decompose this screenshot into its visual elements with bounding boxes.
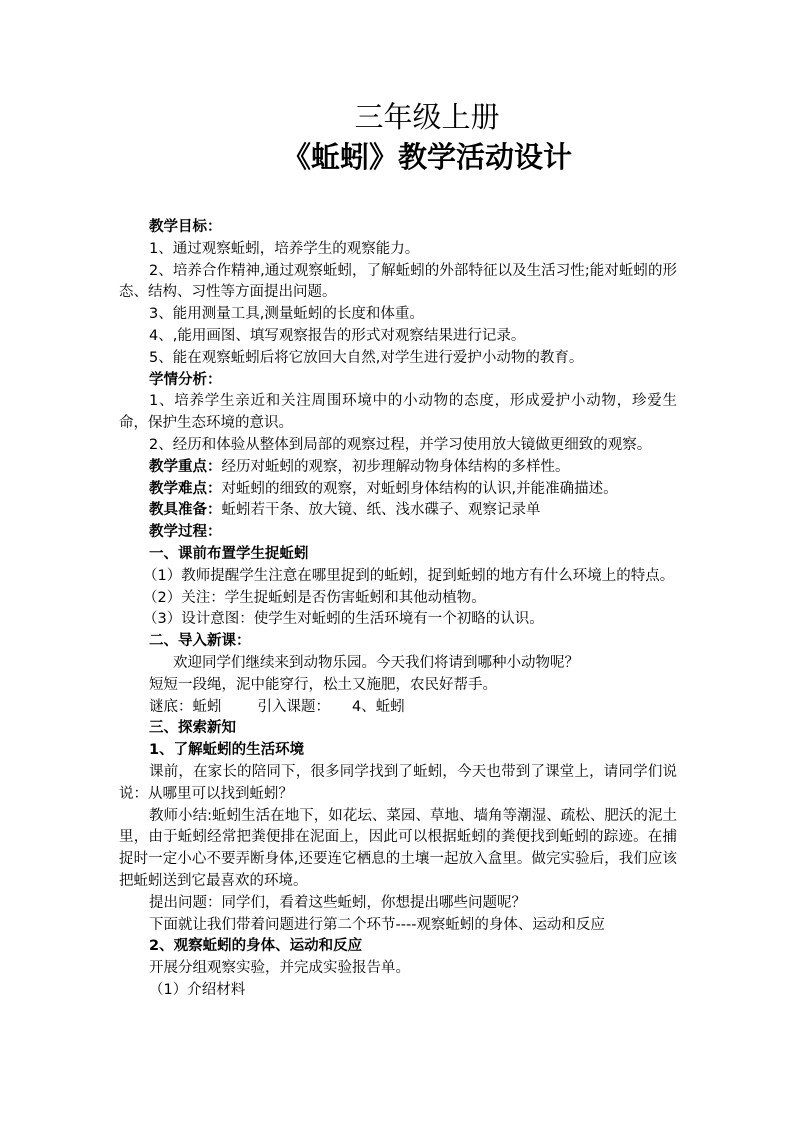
section-1-heading: 一、课前布置学生捉蚯蚓	[149, 545, 309, 562]
materials-intro: （1）介绍材料	[149, 981, 246, 998]
analysis-item-1: 1、培养学生亲近和关注周围环境中的小动物的态度，形成爱护小动物，珍爱生命，保护生态环境的意识。	[119, 393, 677, 432]
difficulty-text: 对蚯蚓的细致的观察，对蚯蚓身体结构的认识,并能准确描述。	[221, 480, 618, 497]
goal-item-5: 5、能在观察蚯蚓后将它放回大自然,对学生进行爱护小动物的教育。	[149, 349, 584, 366]
next-step-paragraph: 下面就让我们带着问题进行第二个环节----观察蚯蚓的身体、运动和反应	[149, 916, 605, 933]
group-experiment: 开展分组观察实验，并完成实验报告单。	[149, 960, 410, 977]
subsection-2-heading: 2、观察蚯蚓的身体、运动和反应	[149, 938, 363, 955]
teaching-aids-text: 蚯蚓若干条、放大镜、纸、浅水碟子、观察记录单	[221, 502, 541, 519]
section-3-heading: 三、探索新知	[149, 720, 236, 737]
subsection-1-heading: 1、了解蚯蚓的生活环境	[149, 742, 305, 759]
habitat-paragraph: 课前，在家长的陪同下，很多同学找到了蚯蚓，今天也带到了课堂上，请同学们说说：从哪里可以找到蚯蚓？	[119, 763, 677, 802]
goal-item-2: 2、培养合作精神,通过观察蚯蚓，了解蚯蚓的外部特征以及生活习性;能对蚯蚓的形态、结构、习性等方面提出问题。	[119, 262, 677, 301]
riddle-answer-line	[119, 697, 677, 719]
teaching-aids-label: 教具准备：	[149, 502, 222, 519]
goal-item-3: 3、能用测量工具,测量蚯蚓的长度和体重。	[149, 306, 424, 323]
teacher-summary: 教师小结:蚯蚓生活在地下，如花坛、菜园、草地、墙角等潮湿、疏松、肥沃的泥土里，由于蚯蚓经常把粪便排在泥面上，因此可以根据蚯蚓的粪便找到蚯蚓的踪迹。在捕捉时一定小心不要弄断身体,还要连它栖息的土壤一起放入盒里。做完实验后，我们应该把蚯蚓送到它最喜欢的环境。	[119, 807, 677, 889]
key-point	[119, 457, 677, 479]
doc-title-lesson: 《蚯蚓》教学活动设计	[281, 140, 572, 174]
doc-title-grade: 三年级上册	[354, 100, 500, 134]
section-2-heading: 二、导入新课：	[149, 633, 251, 650]
difficulty-point	[119, 479, 677, 501]
doc-body	[119, 217, 677, 1002]
topic-value: 4、蚯蚓	[352, 698, 405, 715]
key-point-text: 经历对蚯蚓的观察，初步理解动物身体结构的多样性。	[221, 458, 570, 475]
question-prompt: 提出问题：同学们，看着这些蚯蚓，你想提出哪些问题呢？	[149, 894, 526, 911]
analysis-heading: 学情分析：	[149, 371, 222, 388]
analysis-item-2: 2、经历和体验从整体到局部的观察过程，并学习使用放大镜做更细致的观察。	[149, 436, 652, 453]
key-point-label: 教学重点：	[149, 458, 222, 475]
topic-label: 引入课题：	[257, 698, 330, 715]
goal-item-1: 1、通过观察蚯蚓，培养学生的观察能力。	[149, 240, 420, 257]
section-1-item-2: （2）关注：学生捉蚯蚓是否伤害蚯蚓和其他动植物。	[143, 589, 486, 606]
goal-item-4: 4、,能用画图、填写观察报告的形式对观察结果进行记录。	[149, 327, 526, 344]
teaching-aids	[119, 500, 677, 522]
intro-paragraph-1: 欢迎同学们继续来到动物乐园。今天我们将请到哪种小动物呢？	[173, 654, 579, 671]
section-1-item-1: （1）教师提醒学生注意在哪里捉到的蚯蚓，捉到蚯蚓的地方有什么环境上的特点。	[143, 567, 675, 584]
section-1-item-3: （3）设计意图：使学生对蚯蚓的生活环境有一个初略的认识。	[143, 611, 544, 628]
riddle-answer: 谜底：蚯蚓	[149, 698, 222, 715]
riddle-text: 短短一段绳，泥中能穿行，松土又施肥，农民好帮手。	[149, 676, 497, 693]
difficulty-label: 教学难点：	[149, 480, 222, 497]
goals-heading: 教学目标：	[149, 219, 222, 235]
process-heading: 教学过程：	[149, 524, 222, 541]
